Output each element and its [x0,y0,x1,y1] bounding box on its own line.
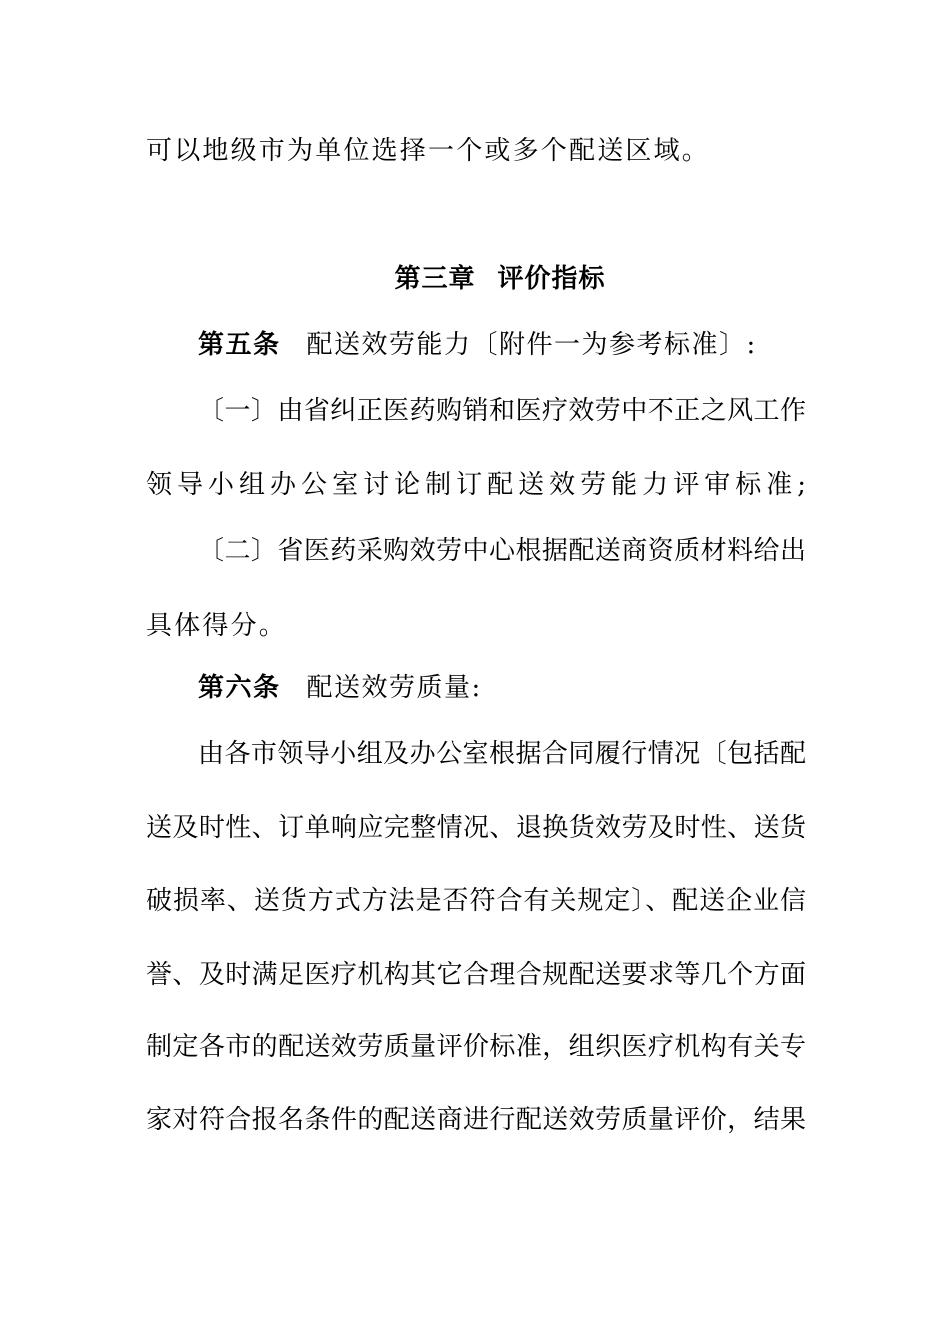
paragraph-line: 〔二〕省医药采购效劳中心根据配送商资质材料给出 [198,536,806,566]
article-5-label: 第五条 [198,330,281,360]
chapter-number: 第三章 [394,264,476,294]
article-6-title: 配送效劳质量: [306,673,482,703]
article-6-heading [198,673,806,703]
paragraph-line: 具体得分。 [146,611,288,641]
paragraph-line: 可以地级市为单位选择一个或多个配送区域。 [146,136,711,166]
article-6-label: 第六条 [198,673,281,703]
article-5-title: 配送效劳能力〔附件一为参考标准〕: [306,330,757,360]
chapter-heading [0,264,950,294]
article-5-heading [198,330,806,360]
paragraph-line: 誉、及时满足医疗机构其它合理合规配送要求等几个方面 [146,960,806,990]
chapter-title: 评价指标 [497,264,606,294]
paragraph-line: 制定各市的配送效劳质量评价标准，组织医疗机构有关专 [146,1032,806,1062]
paragraph-line: 家对符合报名条件的配送商进行配送效劳质量评价，结果 [146,1105,806,1135]
paragraph-line: 由各市领导小组及办公室根据合同履行情况〔包括配 [198,739,806,769]
paragraph-line: 领导小组办公室讨论制订配送效劳能力评审标准; [146,470,806,500]
paragraph-line: 送及时性、订单响应完整情况、退换货效劳及时性、送货 [146,813,806,843]
paragraph-line: 破损率、送货方式方法是否符合有关规定〕、配送企业信 [146,886,806,916]
paragraph-line: 〔一〕由省纠正医药购销和医疗效劳中不正之风工作 [198,396,806,426]
